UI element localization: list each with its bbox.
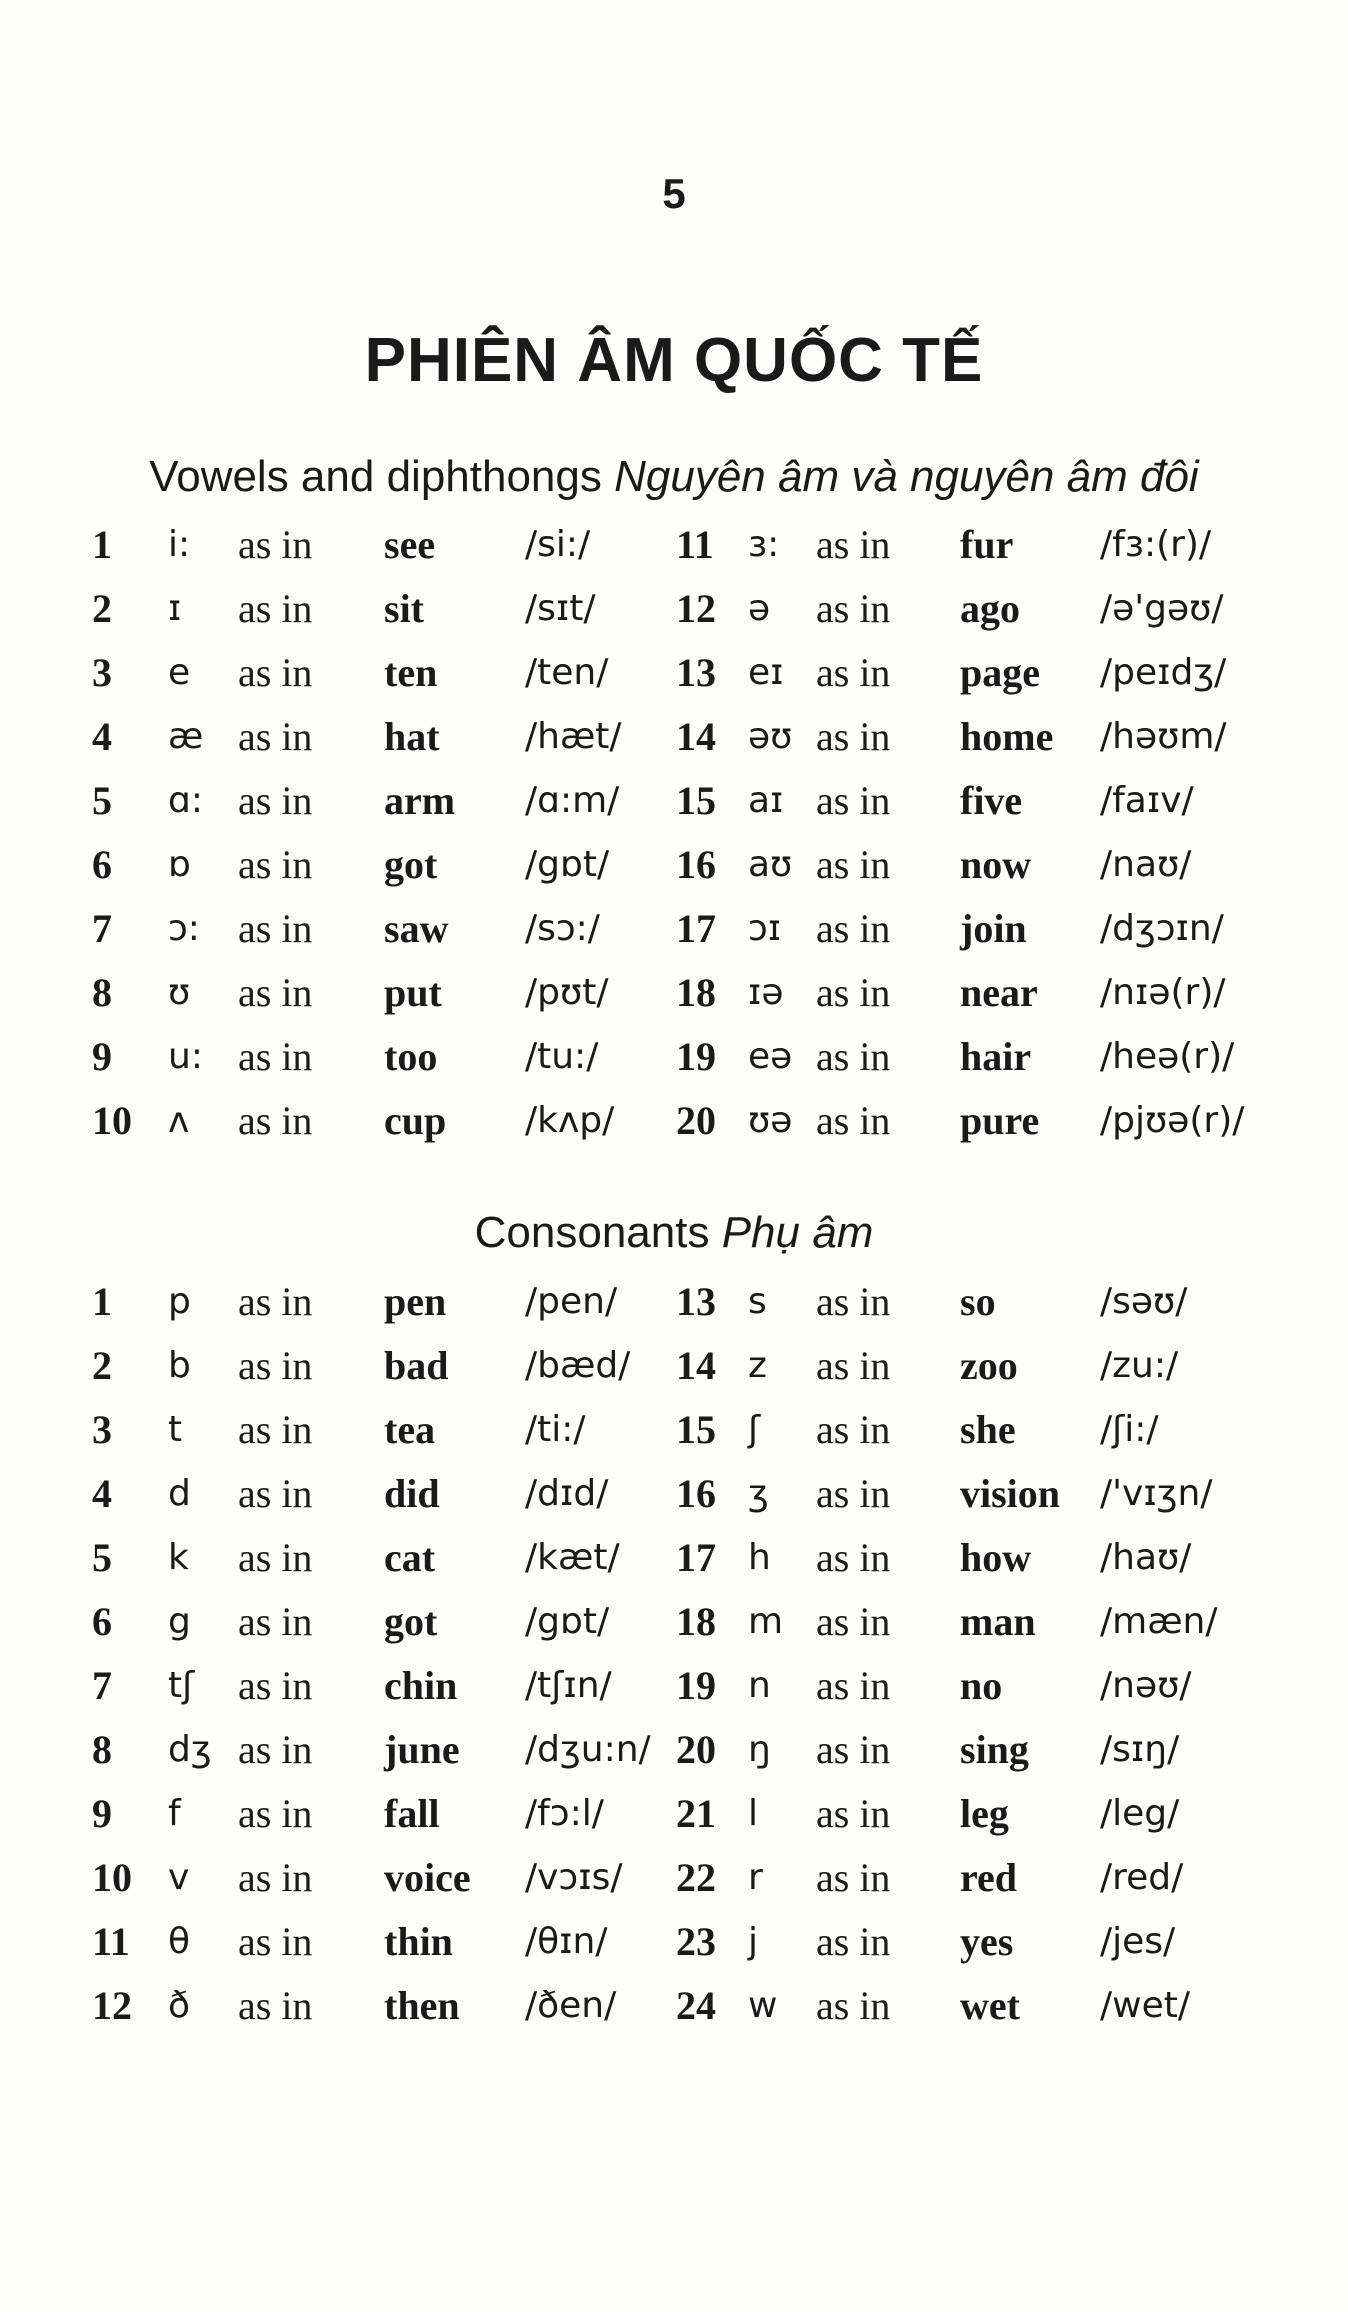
ipa-symbol: v — [168, 1857, 190, 1898]
example-word: join — [960, 906, 1027, 951]
ipa-symbol: ʊ — [168, 972, 191, 1013]
as-in-label: as in — [816, 1471, 891, 1516]
transcription: /hæt/ — [525, 716, 622, 757]
example-word: then — [384, 1983, 460, 2028]
transcription: /leg/ — [1100, 1793, 1180, 1834]
example-word: ten — [384, 650, 438, 695]
entry-number: 14 — [676, 714, 716, 759]
transcription: /gɒt/ — [525, 844, 610, 885]
table-row — [78, 1025, 1278, 1089]
vowels-heading — [0, 452, 1348, 502]
table-row — [78, 769, 1278, 833]
entry-number: 4 — [92, 714, 112, 759]
ipa-symbol: d — [168, 1473, 191, 1514]
table-row — [78, 1462, 1278, 1526]
example-word: ago — [960, 586, 1020, 631]
as-in-label: as in — [238, 1599, 313, 1644]
example-word: arm — [384, 778, 456, 823]
transcription: /bæd/ — [525, 1345, 631, 1386]
as-in-label: as in — [816, 1034, 891, 1079]
table-row — [78, 1398, 1278, 1462]
ipa-symbol: b — [168, 1345, 191, 1386]
vowels-heading-vi: Nguyên âm và nguyên âm đôi — [614, 452, 1199, 501]
transcription: /si:/ — [525, 524, 591, 565]
example-word: hair — [960, 1034, 1032, 1079]
transcription: /vɔɪs/ — [525, 1857, 623, 1898]
entry-number: 2 — [92, 586, 112, 631]
as-in-label: as in — [816, 586, 891, 631]
ipa-symbol: ʊə — [748, 1100, 793, 1141]
page-title: PHIÊN ÂM QUỐC TẾ — [364, 326, 984, 395]
transcription: /zu:/ — [1100, 1345, 1179, 1386]
ipa-symbol: g — [168, 1601, 191, 1642]
table-row — [78, 1654, 1278, 1718]
as-in-label: as in — [238, 586, 313, 631]
ipa-symbol: ŋ — [748, 1729, 771, 1770]
ipa-symbol: aɪ — [748, 780, 784, 821]
transcription: /pen/ — [525, 1281, 618, 1322]
table-row — [78, 1910, 1278, 1974]
table-row — [78, 1974, 1278, 2038]
example-word: pen — [384, 1279, 447, 1324]
ipa-symbol: t — [168, 1409, 183, 1450]
entry-number: 13 — [676, 650, 716, 695]
transcription: /pʊt/ — [525, 972, 609, 1013]
example-word: vision — [960, 1471, 1061, 1516]
ipa-symbol: əʊ — [748, 716, 793, 757]
ipa-symbol: æ — [168, 716, 204, 757]
transcription: /ðen/ — [525, 1985, 617, 2026]
ipa-symbol: dʒ — [168, 1729, 212, 1770]
transcription: /həʊm/ — [1100, 716, 1227, 757]
transcription: /mæn/ — [1100, 1601, 1218, 1642]
table-row — [78, 897, 1278, 961]
example-word: fur — [960, 522, 1014, 567]
entry-number: 9 — [92, 1034, 112, 1079]
ipa-symbol: s — [748, 1281, 767, 1322]
entry-number: 17 — [676, 906, 716, 951]
as-in-label: as in — [238, 778, 313, 823]
example-word: sit — [384, 586, 424, 631]
entry-number: 17 — [676, 1535, 716, 1580]
as-in-label: as in — [816, 1098, 891, 1143]
transcription: /nəʊ/ — [1100, 1665, 1192, 1706]
entry-number: 6 — [92, 842, 112, 887]
example-word: cat — [384, 1535, 436, 1580]
as-in-label: as in — [816, 522, 891, 567]
entry-number: 1 — [92, 522, 112, 567]
as-in-label: as in — [238, 1855, 313, 1900]
entry-number: 3 — [92, 650, 112, 695]
entry-number: 22 — [676, 1855, 716, 1900]
as-in-label: as in — [238, 1407, 313, 1452]
as-in-label: as in — [816, 1407, 891, 1452]
example-word: hat — [384, 714, 440, 759]
example-word: cup — [384, 1098, 447, 1143]
ipa-symbol: m — [748, 1601, 784, 1642]
table-row — [78, 1846, 1278, 1910]
example-word: now — [960, 842, 1032, 887]
entry-number: 7 — [92, 1663, 112, 1708]
ipa-symbol: ɑ: — [168, 780, 203, 821]
example-word: five — [960, 778, 1023, 823]
example-word: bad — [384, 1343, 449, 1388]
ipa-symbol: ɜ: — [748, 524, 780, 565]
entry-number: 11 — [92, 1919, 130, 1964]
ipa-symbol: f — [168, 1793, 181, 1834]
as-in-label: as in — [816, 1791, 891, 1836]
as-in-label: as in — [238, 1471, 313, 1516]
vowels-heading-en: Vowels and diphthongs — [149, 452, 602, 501]
as-in-label: as in — [816, 778, 891, 823]
transcription: /nɪə(r)/ — [1100, 972, 1226, 1013]
ipa-symbol: ɒ — [168, 844, 191, 885]
transcription: /haʊ/ — [1100, 1537, 1192, 1578]
example-word: voice — [384, 1855, 471, 1900]
example-word: thin — [384, 1919, 453, 1964]
entry-number: 23 — [676, 1919, 716, 1964]
as-in-label: as in — [816, 1343, 891, 1388]
transcription: /peɪdʒ/ — [1100, 652, 1227, 693]
ipa-symbol: n — [748, 1665, 771, 1706]
transcription: /pjʊə(r)/ — [1100, 1100, 1245, 1141]
as-in-label: as in — [816, 1535, 891, 1580]
transcription: /θɪn/ — [525, 1921, 608, 1962]
entry-number: 12 — [676, 586, 716, 631]
example-word: no — [960, 1663, 1003, 1708]
entry-number: 4 — [92, 1471, 112, 1516]
ipa-symbol: i: — [168, 524, 191, 565]
example-word: page — [960, 650, 1040, 695]
ipa-symbol: ʒ — [748, 1473, 769, 1514]
entry-number: 9 — [92, 1791, 112, 1836]
entry-number: 19 — [676, 1663, 716, 1708]
example-word: fall — [384, 1791, 440, 1836]
as-in-label: as in — [238, 1343, 313, 1388]
as-in-label: as in — [816, 650, 891, 695]
entry-number: 19 — [676, 1034, 716, 1079]
ipa-symbol: ə — [748, 588, 771, 629]
transcription: /kæt/ — [525, 1537, 620, 1578]
ipa-symbol: ɪ — [168, 588, 182, 629]
example-word: zoo — [960, 1343, 1018, 1388]
as-in-label: as in — [816, 1663, 891, 1708]
ipa-symbol: aʊ — [748, 844, 793, 885]
entry-number: 20 — [676, 1727, 716, 1772]
example-word: red — [960, 1855, 1018, 1900]
as-in-label: as in — [816, 842, 891, 887]
consonants-heading-en: Consonants — [474, 1208, 710, 1257]
transcription: /ʃi:/ — [1100, 1409, 1159, 1450]
table-row — [78, 833, 1278, 897]
ipa-symbol: u: — [168, 1036, 203, 1077]
ipa-symbol: ɔɪ — [748, 908, 782, 949]
transcription: /faɪv/ — [1100, 780, 1194, 821]
entry-number: 15 — [676, 1407, 716, 1452]
table-row — [78, 705, 1278, 769]
transcription: /naʊ/ — [1100, 844, 1192, 885]
entry-number: 24 — [676, 1983, 716, 2028]
table-row — [78, 513, 1278, 577]
entry-number: 21 — [676, 1791, 716, 1836]
ipa-symbol: tʃ — [168, 1665, 195, 1706]
example-word: put — [384, 970, 442, 1015]
as-in-label: as in — [816, 1727, 891, 1772]
transcription: /kʌp/ — [525, 1100, 615, 1141]
transcription: /ɑ:m/ — [525, 780, 620, 821]
ipa-symbol: θ — [168, 1921, 191, 1962]
transcription: /ti:/ — [525, 1409, 586, 1450]
entry-number: 16 — [676, 842, 716, 887]
transcription: /sɔ:/ — [525, 908, 600, 949]
transcription: /dɪd/ — [525, 1473, 609, 1514]
example-word: sing — [960, 1727, 1029, 1772]
table-row — [78, 1334, 1278, 1398]
table-row — [78, 1782, 1278, 1846]
transcription: /sɪt/ — [525, 588, 596, 629]
table-row — [78, 1526, 1278, 1590]
transcription: /wet/ — [1100, 1985, 1190, 2026]
entry-number: 16 — [676, 1471, 716, 1516]
vowels-table — [78, 513, 1278, 1153]
as-in-label: as in — [238, 1279, 313, 1324]
example-word: chin — [384, 1663, 458, 1708]
as-in-label: as in — [238, 970, 313, 1015]
as-in-label: as in — [816, 1279, 891, 1324]
ipa-symbol: ʌ — [168, 1100, 190, 1141]
entry-number: 12 — [92, 1983, 132, 2028]
example-word: wet — [960, 1983, 1020, 2028]
table-row — [78, 1270, 1278, 1334]
entry-number: 13 — [676, 1279, 716, 1324]
as-in-label: as in — [816, 1855, 891, 1900]
entry-number: 8 — [92, 970, 112, 1015]
table-row — [78, 577, 1278, 641]
as-in-label: as in — [238, 1919, 313, 1964]
example-word: man — [960, 1599, 1036, 1644]
example-word: june — [384, 1727, 460, 1772]
as-in-label: as in — [238, 1727, 313, 1772]
entry-number: 7 — [92, 906, 112, 951]
entry-number: 14 — [676, 1343, 716, 1388]
transcription: /ə'gəʊ/ — [1100, 588, 1224, 629]
as-in-label: as in — [238, 1663, 313, 1708]
ipa-symbol: ð — [168, 1985, 191, 2026]
ipa-symbol: j — [748, 1921, 759, 1962]
ipa-symbol: p — [168, 1281, 191, 1322]
transcription: /heə(r)/ — [1100, 1036, 1235, 1077]
entry-number: 10 — [92, 1855, 132, 1900]
ipa-symbol: h — [748, 1537, 771, 1578]
ipa-symbol: ʃ — [748, 1409, 761, 1450]
ipa-symbol: w — [748, 1985, 778, 2026]
example-word: so — [960, 1279, 996, 1324]
entry-number: 20 — [676, 1098, 716, 1143]
example-word: got — [384, 1599, 438, 1644]
as-in-label: as in — [238, 906, 313, 951]
transcription: /dʒɔɪn/ — [1100, 908, 1224, 949]
example-word: did — [384, 1471, 440, 1516]
example-word: how — [960, 1535, 1032, 1580]
consonants-heading-vi: Phụ âm — [721, 1208, 874, 1257]
as-in-label: as in — [238, 1098, 313, 1143]
as-in-label: as in — [238, 1535, 313, 1580]
transcription: /fɔ:l/ — [525, 1793, 604, 1834]
transcription: /tʃɪn/ — [525, 1665, 612, 1706]
as-in-label: as in — [816, 714, 891, 759]
as-in-label: as in — [238, 522, 313, 567]
entry-number: 5 — [92, 778, 112, 823]
example-word: leg — [960, 1791, 1009, 1836]
ipa-symbol: k — [168, 1537, 189, 1578]
transcription: /səʊ/ — [1100, 1281, 1188, 1322]
transcription: /gɒt/ — [525, 1601, 610, 1642]
entry-number: 5 — [92, 1535, 112, 1580]
as-in-label: as in — [238, 1034, 313, 1079]
transcription: /sɪŋ/ — [1100, 1729, 1180, 1770]
example-word: too — [384, 1034, 438, 1079]
as-in-label: as in — [238, 842, 313, 887]
entry-number: 6 — [92, 1599, 112, 1644]
example-word: near — [960, 970, 1038, 1015]
ipa-symbol: l — [748, 1793, 759, 1834]
entry-number: 2 — [92, 1343, 112, 1388]
example-word: see — [384, 522, 436, 567]
table-row — [78, 641, 1278, 705]
table-row — [78, 1089, 1278, 1153]
entry-number: 18 — [676, 1599, 716, 1644]
entry-number: 3 — [92, 1407, 112, 1452]
as-in-label: as in — [238, 1791, 313, 1836]
transcription: /'vɪʒn/ — [1100, 1473, 1213, 1514]
as-in-label: as in — [238, 714, 313, 759]
ipa-symbol: eɪ — [748, 652, 784, 693]
entry-number: 8 — [92, 1727, 112, 1772]
ipa-symbol: z — [748, 1345, 767, 1386]
transcription: /fɜ:(r)/ — [1100, 524, 1212, 565]
example-word: home — [960, 714, 1054, 759]
transcription: /dʒu:n/ — [525, 1729, 651, 1770]
table-row — [78, 1590, 1278, 1654]
as-in-label: as in — [238, 1983, 313, 2028]
as-in-label: as in — [816, 970, 891, 1015]
as-in-label: as in — [816, 906, 891, 951]
entry-number: 10 — [92, 1098, 132, 1143]
example-word: she — [960, 1407, 1016, 1452]
consonants-table — [78, 1270, 1278, 2038]
ipa-symbol: e — [168, 652, 191, 693]
table-row — [78, 1718, 1278, 1782]
ipa-symbol: ɪə — [748, 972, 784, 1013]
entry-number: 11 — [676, 522, 714, 567]
example-word: pure — [960, 1098, 1040, 1143]
as-in-label: as in — [238, 650, 313, 695]
example-word: got — [384, 842, 438, 887]
as-in-label: as in — [816, 1599, 891, 1644]
entry-number: 15 — [676, 778, 716, 823]
example-word: tea — [384, 1407, 436, 1452]
transcription: /ten/ — [525, 652, 609, 693]
page-number: 5 — [662, 170, 686, 217]
example-word: saw — [384, 906, 449, 951]
example-word: yes — [960, 1919, 1014, 1964]
as-in-label: as in — [816, 1919, 891, 1964]
ipa-symbol: eə — [748, 1036, 793, 1077]
ipa-symbol: r — [748, 1857, 763, 1898]
transcription: /jes/ — [1100, 1921, 1176, 1962]
entry-number: 1 — [92, 1279, 112, 1324]
ipa-symbol: ɔ: — [168, 908, 200, 949]
as-in-label: as in — [816, 1983, 891, 2028]
table-row — [78, 961, 1278, 1025]
transcription: /tu:/ — [525, 1036, 599, 1077]
entry-number: 18 — [676, 970, 716, 1015]
transcription: /red/ — [1100, 1857, 1184, 1898]
consonants-heading — [0, 1208, 1348, 1258]
